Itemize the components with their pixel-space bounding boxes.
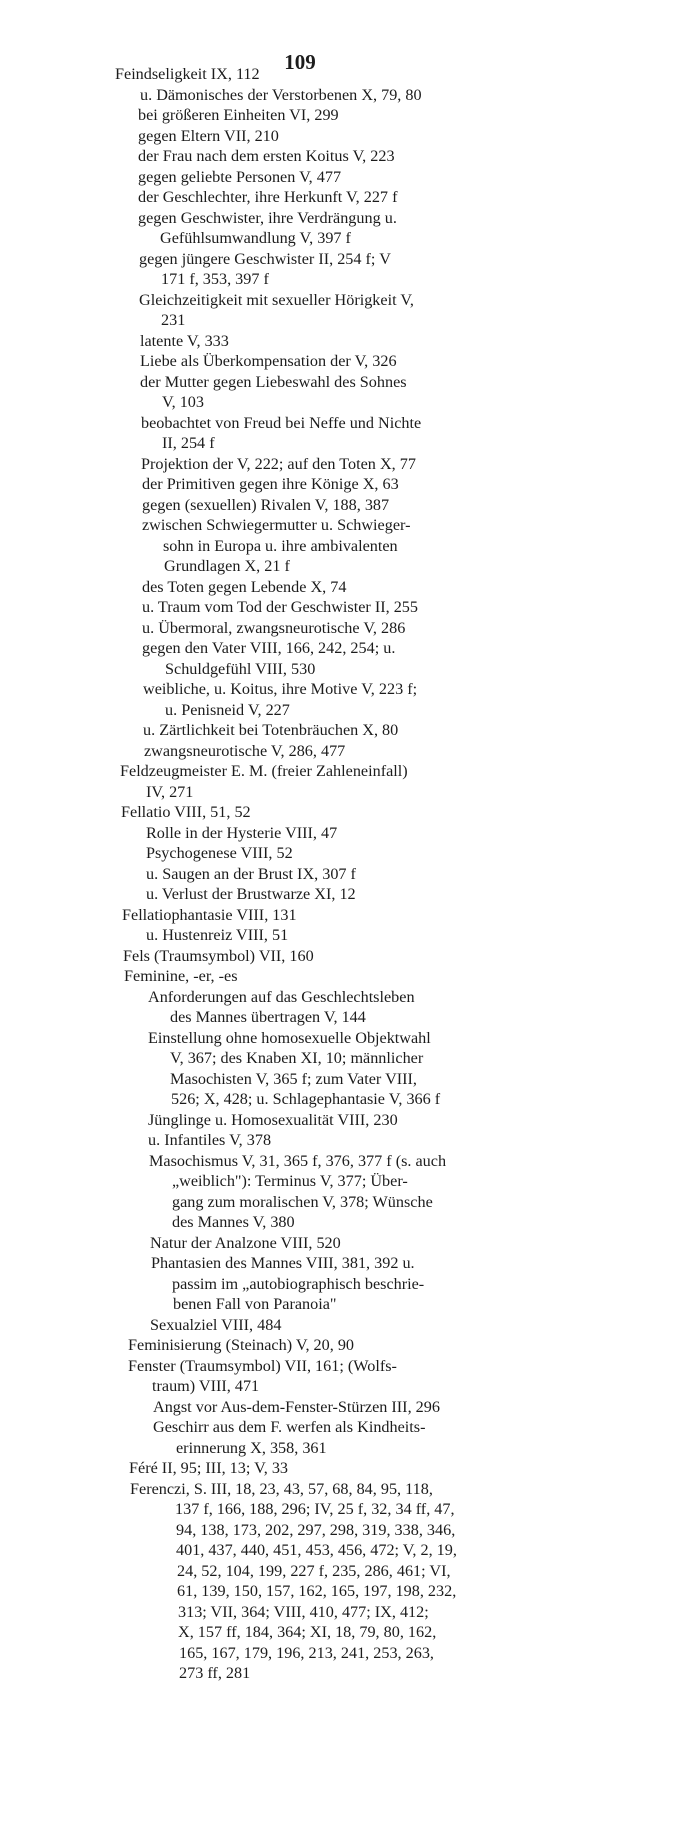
- index-line: zwangsneurotische V, 286, 477: [144, 742, 346, 760]
- index-line: traum) VIII, 471: [152, 1377, 260, 1395]
- page-number: 109: [284, 50, 316, 74]
- index-line: Masochismus V, 31, 365 f, 376, 377 f (s. auch: [149, 1152, 447, 1170]
- index-line: 526; X, 428; u. Schlagephantasie V, 366 f: [171, 1090, 441, 1108]
- index-line: V, 103: [162, 393, 204, 411]
- index-line: Fels (Traumsymbol) VII, 160: [123, 947, 314, 965]
- index-line: Feldzeugmeister E. M. (freier Zahleneinfall): [120, 762, 408, 780]
- index-line: Gleichzeitigkeit mit sexueller Hörigkeit V,: [139, 291, 414, 309]
- index-line: gegen (sexuellen) Rivalen V, 188, 387: [142, 496, 390, 514]
- index-line: 313; VII, 364; VIII, 410, 477; IX, 412;: [178, 1603, 429, 1621]
- index-line: gegen Geschwister, ihre Verdrängung u.: [138, 209, 397, 227]
- index-line: Phantasien des Mannes VIII, 381, 392 u.: [151, 1254, 415, 1272]
- index-line: beobachtet von Freud bei Neffe und Nichte: [141, 414, 422, 432]
- index-line: des Mannes übertragen V, 144: [170, 1008, 366, 1026]
- index-line: Natur der Analzone VIII, 520: [150, 1234, 341, 1252]
- index-line: Fellatio VIII, 51, 52: [121, 803, 251, 821]
- index-line: der Mutter gegen Liebeswahl des Sohnes: [140, 373, 407, 391]
- index-line: Projektion der V, 222; auf den Toten X, 77: [141, 455, 416, 473]
- index-line: der Geschlechter, ihre Herkunft V, 227 f: [138, 188, 398, 206]
- index-line: des Mannes V, 380: [172, 1213, 295, 1231]
- index-line: 231: [161, 311, 186, 329]
- index-line: latente V, 333: [140, 332, 229, 350]
- index-line: Fellatiophantasie VIII, 131: [122, 906, 297, 924]
- index-line: der Primitiven gegen ihre Könige X, 63: [142, 475, 399, 493]
- index-line: Gefühlsumwandlung V, 397 f: [160, 229, 351, 247]
- index-line: X, 157 ff, 184, 364; XI, 18, 79, 80, 162,: [178, 1623, 437, 1641]
- index-line: sohn in Europa u. ihre ambivalenten: [163, 537, 398, 555]
- index-line: u. Infantiles V, 378: [148, 1131, 272, 1149]
- index-line: des Toten gegen Lebende X, 74: [142, 578, 347, 596]
- index-line: Feminine, -er, -es: [124, 967, 238, 985]
- index-line: gang zum moralischen V, 378; Wünsche: [172, 1193, 433, 1211]
- index-line: Grundlagen X, 21 f: [164, 557, 290, 575]
- index-line: Angst vor Aus-dem-Fenster-Stürzen III, 296: [153, 1398, 440, 1416]
- index-line: gegen jüngere Geschwister II, 254 f; V: [139, 250, 391, 268]
- index-line: erinnerung X, 358, 361: [176, 1439, 327, 1457]
- index-line: u. Hustenreiz VIII, 51: [146, 926, 289, 944]
- index-line: 61, 139, 150, 157, 162, 165, 197, 198, 232,: [177, 1582, 457, 1600]
- index-line: passim im „autobiographisch beschrie-: [172, 1275, 425, 1293]
- index-line: 24, 52, 104, 199, 227 f, 235, 286, 461; VI,: [177, 1562, 451, 1580]
- index-line: u. Zärtlichkeit bei Totenbräuchen X, 80: [143, 721, 399, 739]
- index-line: gegen den Vater VIII, 166, 242, 254; u.: [142, 639, 396, 657]
- index-line: zwischen Schwiegermutter u. Schwieger-: [142, 516, 411, 534]
- index-line: Einstellung ohne homosexuelle Objektwahl: [148, 1029, 431, 1047]
- index-line: Feindseligkeit IX, 112: [115, 65, 260, 83]
- index-line: 165, 167, 179, 196, 213, 241, 253, 263,: [179, 1644, 434, 1662]
- index-line: IV, 271: [146, 783, 194, 801]
- index-line: Geschirr aus dem F. werfen als Kindheits-: [153, 1418, 426, 1436]
- index-line: V, 367; des Knaben XI, 10; männlicher: [170, 1049, 424, 1067]
- index-line: weibliche, u. Koitus, ihre Motive V, 223 f;: [143, 680, 418, 698]
- index-line: gegen Eltern VII, 210: [138, 127, 279, 145]
- index-line: Schuldgefühl VIII, 530: [165, 660, 316, 678]
- index-line: Masochisten V, 365 f; zum Vater VIII,: [170, 1070, 417, 1088]
- index-line: Psychogenese VIII, 52: [146, 844, 293, 862]
- index-line: bei größeren Einheiten VI, 299: [138, 106, 339, 124]
- index-line: gegen geliebte Personen V, 477: [138, 168, 342, 186]
- index-line: 273 ff, 281: [179, 1664, 251, 1682]
- index-line: Sexualziel VIII, 484: [150, 1316, 282, 1334]
- index-line: der Frau nach dem ersten Koitus V, 223: [138, 147, 395, 165]
- index-line: 94, 138, 173, 202, 297, 298, 319, 338, 346,: [176, 1521, 456, 1539]
- index-line: u. Saugen an der Brust IX, 307 f: [146, 865, 356, 883]
- index-line: 401, 437, 440, 451, 453, 456, 472; V, 2, 19,: [176, 1541, 457, 1559]
- index-line: Jünglinge u. Homosexualität VIII, 230: [148, 1111, 398, 1129]
- index-line: Liebe als Überkompensation der V, 326: [140, 352, 397, 370]
- index-line: Rolle in der Hysterie VIII, 47: [146, 824, 338, 842]
- index-line: u. Dämonisches der Verstorbenen X, 79, 80: [140, 86, 422, 104]
- index-line: 171 f, 353, 397 f: [161, 270, 269, 288]
- index-line: Féré II, 95; III, 13; V, 33: [129, 1459, 289, 1477]
- index-line: Anforderungen auf das Geschlechtsleben: [148, 988, 415, 1006]
- index-line: Feminisierung (Steinach) V, 20, 90: [128, 1336, 355, 1354]
- index-line: II, 254 f: [162, 434, 215, 452]
- index-line: Ferenczi, S. III, 18, 23, 43, 57, 68, 84, 95, 118,: [130, 1480, 433, 1498]
- index-line: u. Übermoral, zwangsneurotische V, 286: [142, 619, 406, 637]
- index-line: u. Verlust der Brustwarze XI, 12: [146, 885, 356, 903]
- index-line: u. Traum vom Tod der Geschwister II, 255: [142, 598, 418, 616]
- index-line: benen Fall von Paranoia": [173, 1295, 337, 1313]
- index-line: 137 f, 166, 188, 296; IV, 25 f, 32, 34 ff, 47,: [175, 1500, 455, 1518]
- index-line: u. Penisneid V, 227: [165, 701, 290, 719]
- index-line: Fenster (Traumsymbol) VII, 161; (Wolfs-: [128, 1357, 397, 1375]
- index-line: „weiblich"): Terminus V, 377; Über-: [172, 1172, 408, 1190]
